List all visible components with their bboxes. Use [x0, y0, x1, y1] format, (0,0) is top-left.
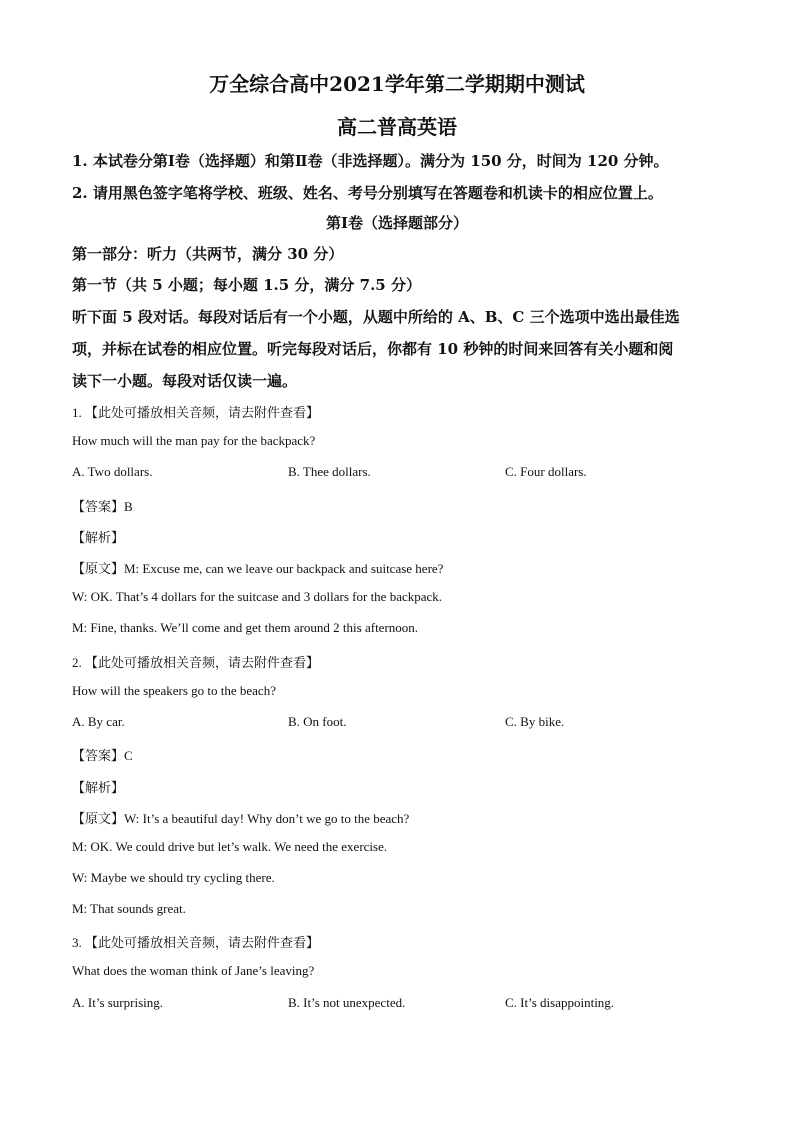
- question-2-analysis: 【解析】: [72, 780, 125, 795]
- question-2-stem: How will the speakers go to the beach?: [72, 683, 276, 698]
- listening-part-heading: 第一部分：听力（共两节，满分 30 分）: [72, 245, 344, 263]
- question-1-transcript-2: W: OK. That’s 4 dollars for the suitcase and 3 dollars for the backpack.: [72, 589, 443, 604]
- question-1-number[interactable]: 1. 【此处可播放相关音频，请去附件查看】: [72, 405, 320, 420]
- question-3-option-c: C. It’s disappointing.: [505, 995, 615, 1010]
- question-1-stem: How much will the man pay for the backpack?: [72, 433, 316, 448]
- question-2-option-c: C. By bike.: [505, 714, 565, 729]
- question-2-transcript-3: W: Maybe we should try cycling there.: [72, 870, 275, 885]
- listening-section-heading: 第一节（共 5 小题；每小题 1.5 分，满分 7.5 分）: [72, 276, 421, 294]
- question-1-option-a: A. Two dollars.: [72, 464, 153, 479]
- question-1-transcript-1: 【原文】M: Excuse me, can we leave our backpack and suitcase here?: [72, 561, 444, 576]
- question-2-transcript-2: M: OK. We could drive but let’s walk. We need the exercise.: [72, 839, 388, 854]
- question-2-option-a: A. By car.: [72, 714, 125, 729]
- question-2-number[interactable]: 2. 【此处可播放相关音频，请去附件查看】: [72, 655, 320, 670]
- exam-title: 万全综合高中2021学年第二学期期中测试: [209, 72, 585, 96]
- question-2-option-b: B. On foot.: [288, 714, 347, 729]
- question-2-transcript-1: 【原文】W: It’s a beautiful day! Why don’t we go to the beach?: [72, 811, 410, 826]
- question-3-stem: What does the woman think of Jane’s leaving?: [72, 963, 315, 978]
- section-title: 第Ⅰ卷（选择题部分）: [325, 214, 469, 232]
- question-1-transcript-3: M: Fine, thanks. We’ll come and get them around 2 this afternoon.: [72, 620, 419, 635]
- question-3-number[interactable]: 3. 【此处可播放相关音频，请去附件查看】: [72, 935, 320, 950]
- directions-line-2: 项，并标在试卷的相应位置。听完每段对话后，你都有 10 秒钟的时间来回答有关小题和阅: [72, 340, 674, 358]
- question-3-option-a: A. It’s surprising.: [72, 995, 163, 1010]
- question-1-option-c: C. Four dollars.: [505, 464, 587, 479]
- question-3-option-b: B. It’s not unexpected.: [288, 995, 406, 1010]
- directions-line-3: 读下一小题。每段对话仅读一遍。: [72, 372, 298, 390]
- instruction-2: 2. 请用黑色签字笔将学校、班级、姓名、考号分别填写在答题卷和机读卡的相应位置上。: [72, 184, 663, 202]
- directions-line-1: 听下面 5 段对话。每段对话后有一个小题，从题中所给的 A、B、C 三个选项中选出最佳选: [72, 308, 680, 326]
- exam-subtitle: 高二普高英语: [337, 115, 457, 139]
- instruction-1: 1. 本试卷分第Ⅰ卷（选择题）和第Ⅱ卷（非选择题）。满分为 150 分，时间为 120 分钟。: [72, 152, 669, 170]
- question-2-transcript-4: M: That sounds great.: [72, 901, 186, 916]
- question-1-option-b: B. Thee dollars.: [288, 464, 371, 479]
- question-1-answer: 【答案】B: [72, 499, 133, 514]
- question-1-analysis: 【解析】: [72, 530, 125, 545]
- question-2-answer: 【答案】C: [72, 748, 133, 763]
